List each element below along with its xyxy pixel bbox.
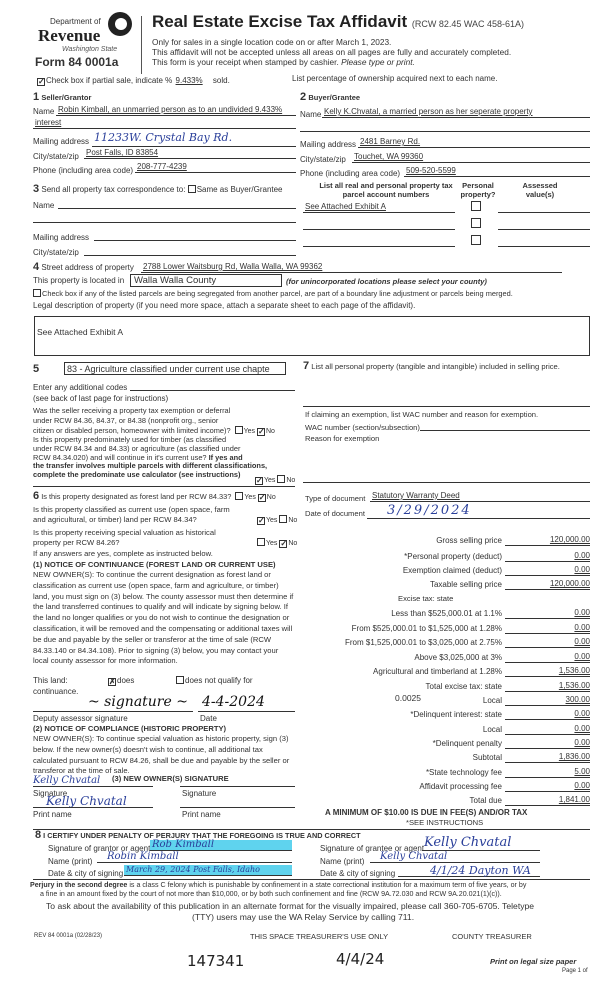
form-number: Form 84 0001a xyxy=(35,55,119,69)
additional-codes-field[interactable] xyxy=(130,390,295,391)
partial-sale-checkbox[interactable]: ✓ xyxy=(38,77,45,86)
tax-value-tech[interactable]: 5.00 xyxy=(574,767,590,776)
historic-yes-checkbox[interactable] xyxy=(257,538,265,546)
tax-value-del_pen[interactable]: 0.00 xyxy=(574,738,590,747)
tax-label-del_int: *Delinquent interest: state xyxy=(410,710,502,719)
tax-value-subtotal[interactable]: 1,836.00 xyxy=(558,752,590,761)
tax-label-t3: From $1,525,000.01 to $3,025,000 at 2.75% xyxy=(344,638,502,647)
tax-label-taxable: Taxable selling price xyxy=(429,580,502,589)
sec3-mail-field[interactable] xyxy=(94,240,296,241)
assessed-value-3[interactable] xyxy=(498,246,590,247)
personal-property-checkbox-3[interactable] xyxy=(471,235,481,245)
tax-label-personal: *Personal property (deduct) xyxy=(404,552,502,561)
local-rate: 0.0025 xyxy=(395,693,421,703)
tax-value-local[interactable]: 300.00 xyxy=(565,695,590,704)
tax-value-taxable[interactable]: 120,000.00 xyxy=(549,579,590,588)
assessor-signature: ~ signature ~ xyxy=(88,694,188,710)
tax-label-tech: *State technology fee xyxy=(425,768,502,777)
tax-label-del_pen: *Delinquent penalty xyxy=(432,739,502,748)
see-instructions: *SEE INSTRUCTIONS xyxy=(406,818,484,827)
exemption-yes-checkbox[interactable] xyxy=(235,426,243,434)
grantor-name-field[interactable]: Robin Kimball xyxy=(97,852,292,863)
forest-yes-checkbox[interactable] xyxy=(235,492,243,500)
tax-value-affidavit[interactable]: 0.00 xyxy=(574,781,590,790)
tax-value-personal[interactable]: 0.00 xyxy=(574,551,590,560)
minimum-due-note: A MINIMUM OF $10.00 IS DUE IN FEE(S) AND/OR TAX xyxy=(325,808,528,817)
timber-yes-checkbox[interactable]: ✓ xyxy=(256,476,263,485)
sec3-name-field[interactable] xyxy=(58,208,296,209)
does-not-qualify-checkbox[interactable] xyxy=(176,676,184,684)
same-as-buyer-checkbox[interactable] xyxy=(188,185,196,193)
property-street-field[interactable]: 2788 Lower Waitsburg Rd, Walla Walla, WA 99362 xyxy=(141,262,562,273)
tax-value-total[interactable]: 1,841.00 xyxy=(558,795,590,804)
tax-value-total_state[interactable]: 1,536.00 xyxy=(558,681,590,690)
parcel-number-1[interactable]: See Attached Exhibit A xyxy=(303,202,455,213)
tax-label-total_state: Total excise tax: state xyxy=(425,682,502,691)
receipt-number: 147341 xyxy=(187,952,245,970)
parcel-number-3[interactable] xyxy=(303,236,455,247)
grantor-date-field[interactable]: March 29, 2024 Post Falls, Idaho xyxy=(124,865,292,876)
current-use-no-checkbox[interactable] xyxy=(279,515,287,523)
owner-signature: Kelly Chvatal xyxy=(33,775,101,786)
assessed-value-1[interactable] xyxy=(498,212,590,213)
tax-label-affidavit: Affidavit processing fee xyxy=(419,782,502,791)
excise-tax-heading: Excise tax: state xyxy=(398,594,454,603)
tax-label-subtotal: Subtotal xyxy=(472,753,502,762)
owner-print-name: Kelly Chvatal xyxy=(46,794,127,808)
tax-value-t4[interactable]: 0.00 xyxy=(574,652,590,661)
tax-value-del_int[interactable]: 0.00 xyxy=(574,709,590,718)
seller-city-field[interactable]: Post Falls, ID 83854 xyxy=(84,148,296,159)
personal-property-checkbox-2[interactable] xyxy=(471,218,481,228)
grantee-date-field[interactable]: 4/1/24 Dayton WA xyxy=(398,865,540,877)
timber-no-checkbox[interactable] xyxy=(277,475,285,483)
document-date-field[interactable]: 3/29/2024 xyxy=(367,504,590,519)
grantee-signature-field[interactable]: Kelly Chvatal xyxy=(422,835,540,851)
personal-property-checkbox-1[interactable] xyxy=(471,201,481,211)
buyer-phone-field[interactable]: 509-520-5599 xyxy=(404,166,590,177)
tax-label-exemption: Exemption claimed (deduct) xyxy=(402,566,502,575)
tax-value-t2[interactable]: 0.00 xyxy=(574,623,590,632)
tax-label-t2: From $525,000.01 to $1,525,000 at 1.28% xyxy=(351,624,502,633)
land-use-code-select[interactable]: 83 - Agriculture classified under current use chapte xyxy=(64,362,286,375)
assessor-date: 4-4-2024 xyxy=(202,694,265,710)
header-divider xyxy=(141,16,142,74)
tax-value-gross[interactable]: 120,000.00 xyxy=(549,535,590,544)
document-type-field[interactable]: Statutory Warranty Deed xyxy=(370,491,590,502)
assessed-value-2[interactable] xyxy=(498,229,590,230)
county-select[interactable]: Walla Walla County xyxy=(130,274,282,287)
forest-no-checkbox[interactable]: ✓ xyxy=(258,493,266,502)
buyer-mail-field[interactable]: 2481 Barney Rd. xyxy=(358,137,590,148)
buyer-city-field[interactable]: Touchet, WA 99360 xyxy=(352,152,590,163)
exemption-no-checkbox[interactable]: ✓ xyxy=(257,427,265,436)
tax-value-t1[interactable]: 0.00 xyxy=(574,608,590,617)
page-title: Real Estate Excise Tax Affidavit (RCW 82.45 WAC 458-61A) xyxy=(152,12,525,31)
q-exemption-answer: Yes ✓No xyxy=(235,428,275,435)
historic-no-checkbox[interactable]: ✓ xyxy=(280,539,288,548)
tax-value-t5[interactable]: 1,536.00 xyxy=(558,666,590,675)
partial-sale: ✓Check box if partial sale, indicate % 9.433% sold. xyxy=(38,76,230,86)
tax-label-t4: Above $3,025,000 at 3% xyxy=(414,653,502,662)
segregate-checkbox[interactable] xyxy=(33,289,41,297)
buyer-name-field[interactable]: Kelly K.Chvatal, a married person as her seperate property xyxy=(322,107,590,118)
tax-label-total: Total due xyxy=(469,796,502,805)
legal-description-field[interactable]: See Attached Exhibit A xyxy=(34,316,590,356)
logo-mark-icon xyxy=(108,12,132,36)
dor-logo: Department of Revenue Washington State xyxy=(38,12,133,72)
does-qualify-checkbox[interactable]: ✗ xyxy=(109,677,116,686)
assessor-signature-field[interactable] xyxy=(33,711,193,712)
tax-value-exemption[interactable]: 0.00 xyxy=(574,565,590,574)
parcel-number-2[interactable] xyxy=(303,219,455,230)
grantee-name-field[interactable]: Kelly Chvatal xyxy=(370,852,540,863)
tax-value-del_local[interactable]: 0.00 xyxy=(574,724,590,733)
tax-label-gross: Gross selling price xyxy=(436,536,502,545)
tax-label-local: Local xyxy=(482,696,502,705)
seller-mail-field[interactable]: 11233W. Crystal Bay Rd. xyxy=(92,133,296,147)
seller-name-field[interactable]: Robin Kimball, an unmarried person as to an undivided 9.433% xyxy=(56,105,296,116)
tax-label-del_local: Local xyxy=(482,725,502,734)
stamp-date: 4/4/24 xyxy=(336,950,385,968)
current-use-yes-checkbox[interactable]: ✓ xyxy=(258,516,265,525)
sec3-city-field[interactable] xyxy=(84,255,296,256)
wac-number-field[interactable] xyxy=(420,430,590,431)
tax-label-t5: Agricultural and timberland at 1.28% xyxy=(373,667,502,676)
tax-value-t3[interactable]: 0.00 xyxy=(574,637,590,646)
seller-phone-field[interactable]: 208-777-4239 xyxy=(135,162,296,173)
seller-name-line2[interactable]: interest xyxy=(33,118,296,129)
grantor-signature-field[interactable]: Rob Kimball xyxy=(150,840,292,851)
tax-label-t1: Less than $525,000.01 at 1.1% xyxy=(391,609,502,618)
